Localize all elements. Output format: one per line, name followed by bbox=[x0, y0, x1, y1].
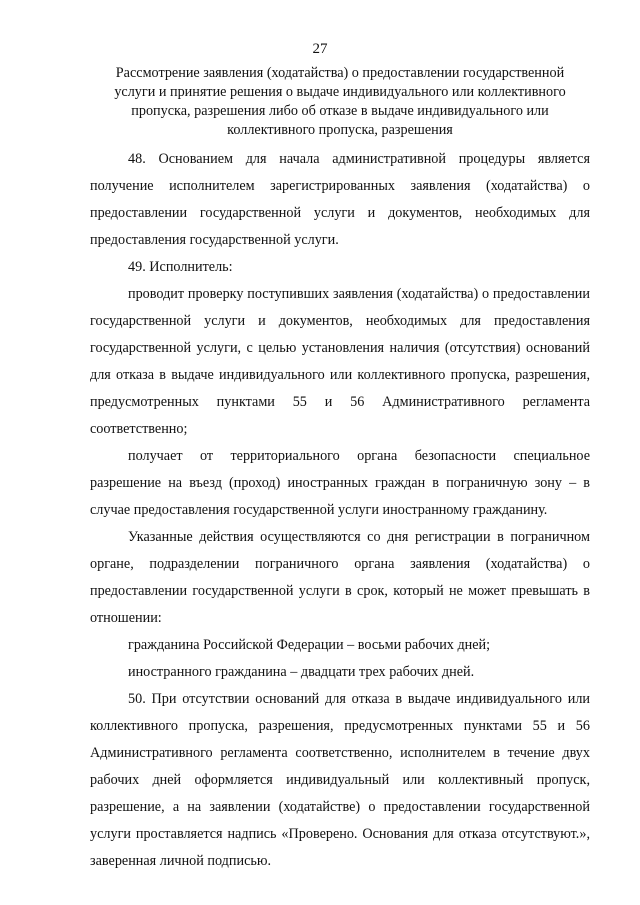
page-number: 27 bbox=[312, 41, 328, 57]
paragraph-deadline-foreigner: иностранного гражданина – двадцати трех рабочих дней. bbox=[128, 664, 475, 680]
paragraph-48: 48. Основанием для начала административной процедуры является получение исполнителем зарегистрированных заявления (ходатайства) о предоставлении государственной услуги и документов, необходимых для предоставления государственной услуги. bbox=[90, 151, 590, 248]
section-title: Рассмотрение заявления (ходатайства) о предоставлении государственной услуги и принятие решения о выдаче индивидуального или коллективного пропуска, разрешения либо об отказе в выдаче индивидуального или коллективного пропуска, разрешения bbox=[114, 65, 566, 138]
paragraph-deadline: Указанные действия осуществляются со дня регистрации в пограничном органе, подразделении пограничного органа заявления (ходатайства) о предоставлении государственной услуги в срок, который не может превышать в отношении: bbox=[90, 529, 590, 626]
paragraph-50: 50. При отсутствии оснований для отказа в выдаче индивидуального или коллективного пропуска, разрешения, предусмотренных пунктами 55 и 56 Административного регламента соответственно, исполнителем в течение двух рабочих дней оформляется индивидуальный или коллективный пропуск, разрешение, а на заявлении (ходатайстве) о предоставлении государственной услуги проставляется надпись «Проверено. Основания для отказа отсутствуют.», заверенная личной подписью. bbox=[90, 691, 590, 869]
paragraph-49-heading: 49. Исполнитель: bbox=[128, 259, 233, 275]
paragraph-49-check: проводит проверку поступивших заявления (ходатайства) о предоставлении государственной услуги и документов, необходимых для предоставления государственной услуги, с целью установления наличия (отсутствия) оснований для отказа в выдаче индивидуального или коллективного пропуска, разрешения, предусмотренных пунктами 55 и 56 Административного регламента соответственно; bbox=[90, 286, 590, 437]
document-body bbox=[90, 146, 590, 875]
paragraph-49-permit: получает от территориального органа безопасности специальное разрешение на въезд (проход) иностранных граждан в пограничную зону – в случае предоставления государственной услуги иностранному гражданину. bbox=[90, 448, 590, 518]
paragraph-deadline-citizen: гражданина Российской Федерации – восьми рабочих дней; bbox=[128, 637, 491, 653]
